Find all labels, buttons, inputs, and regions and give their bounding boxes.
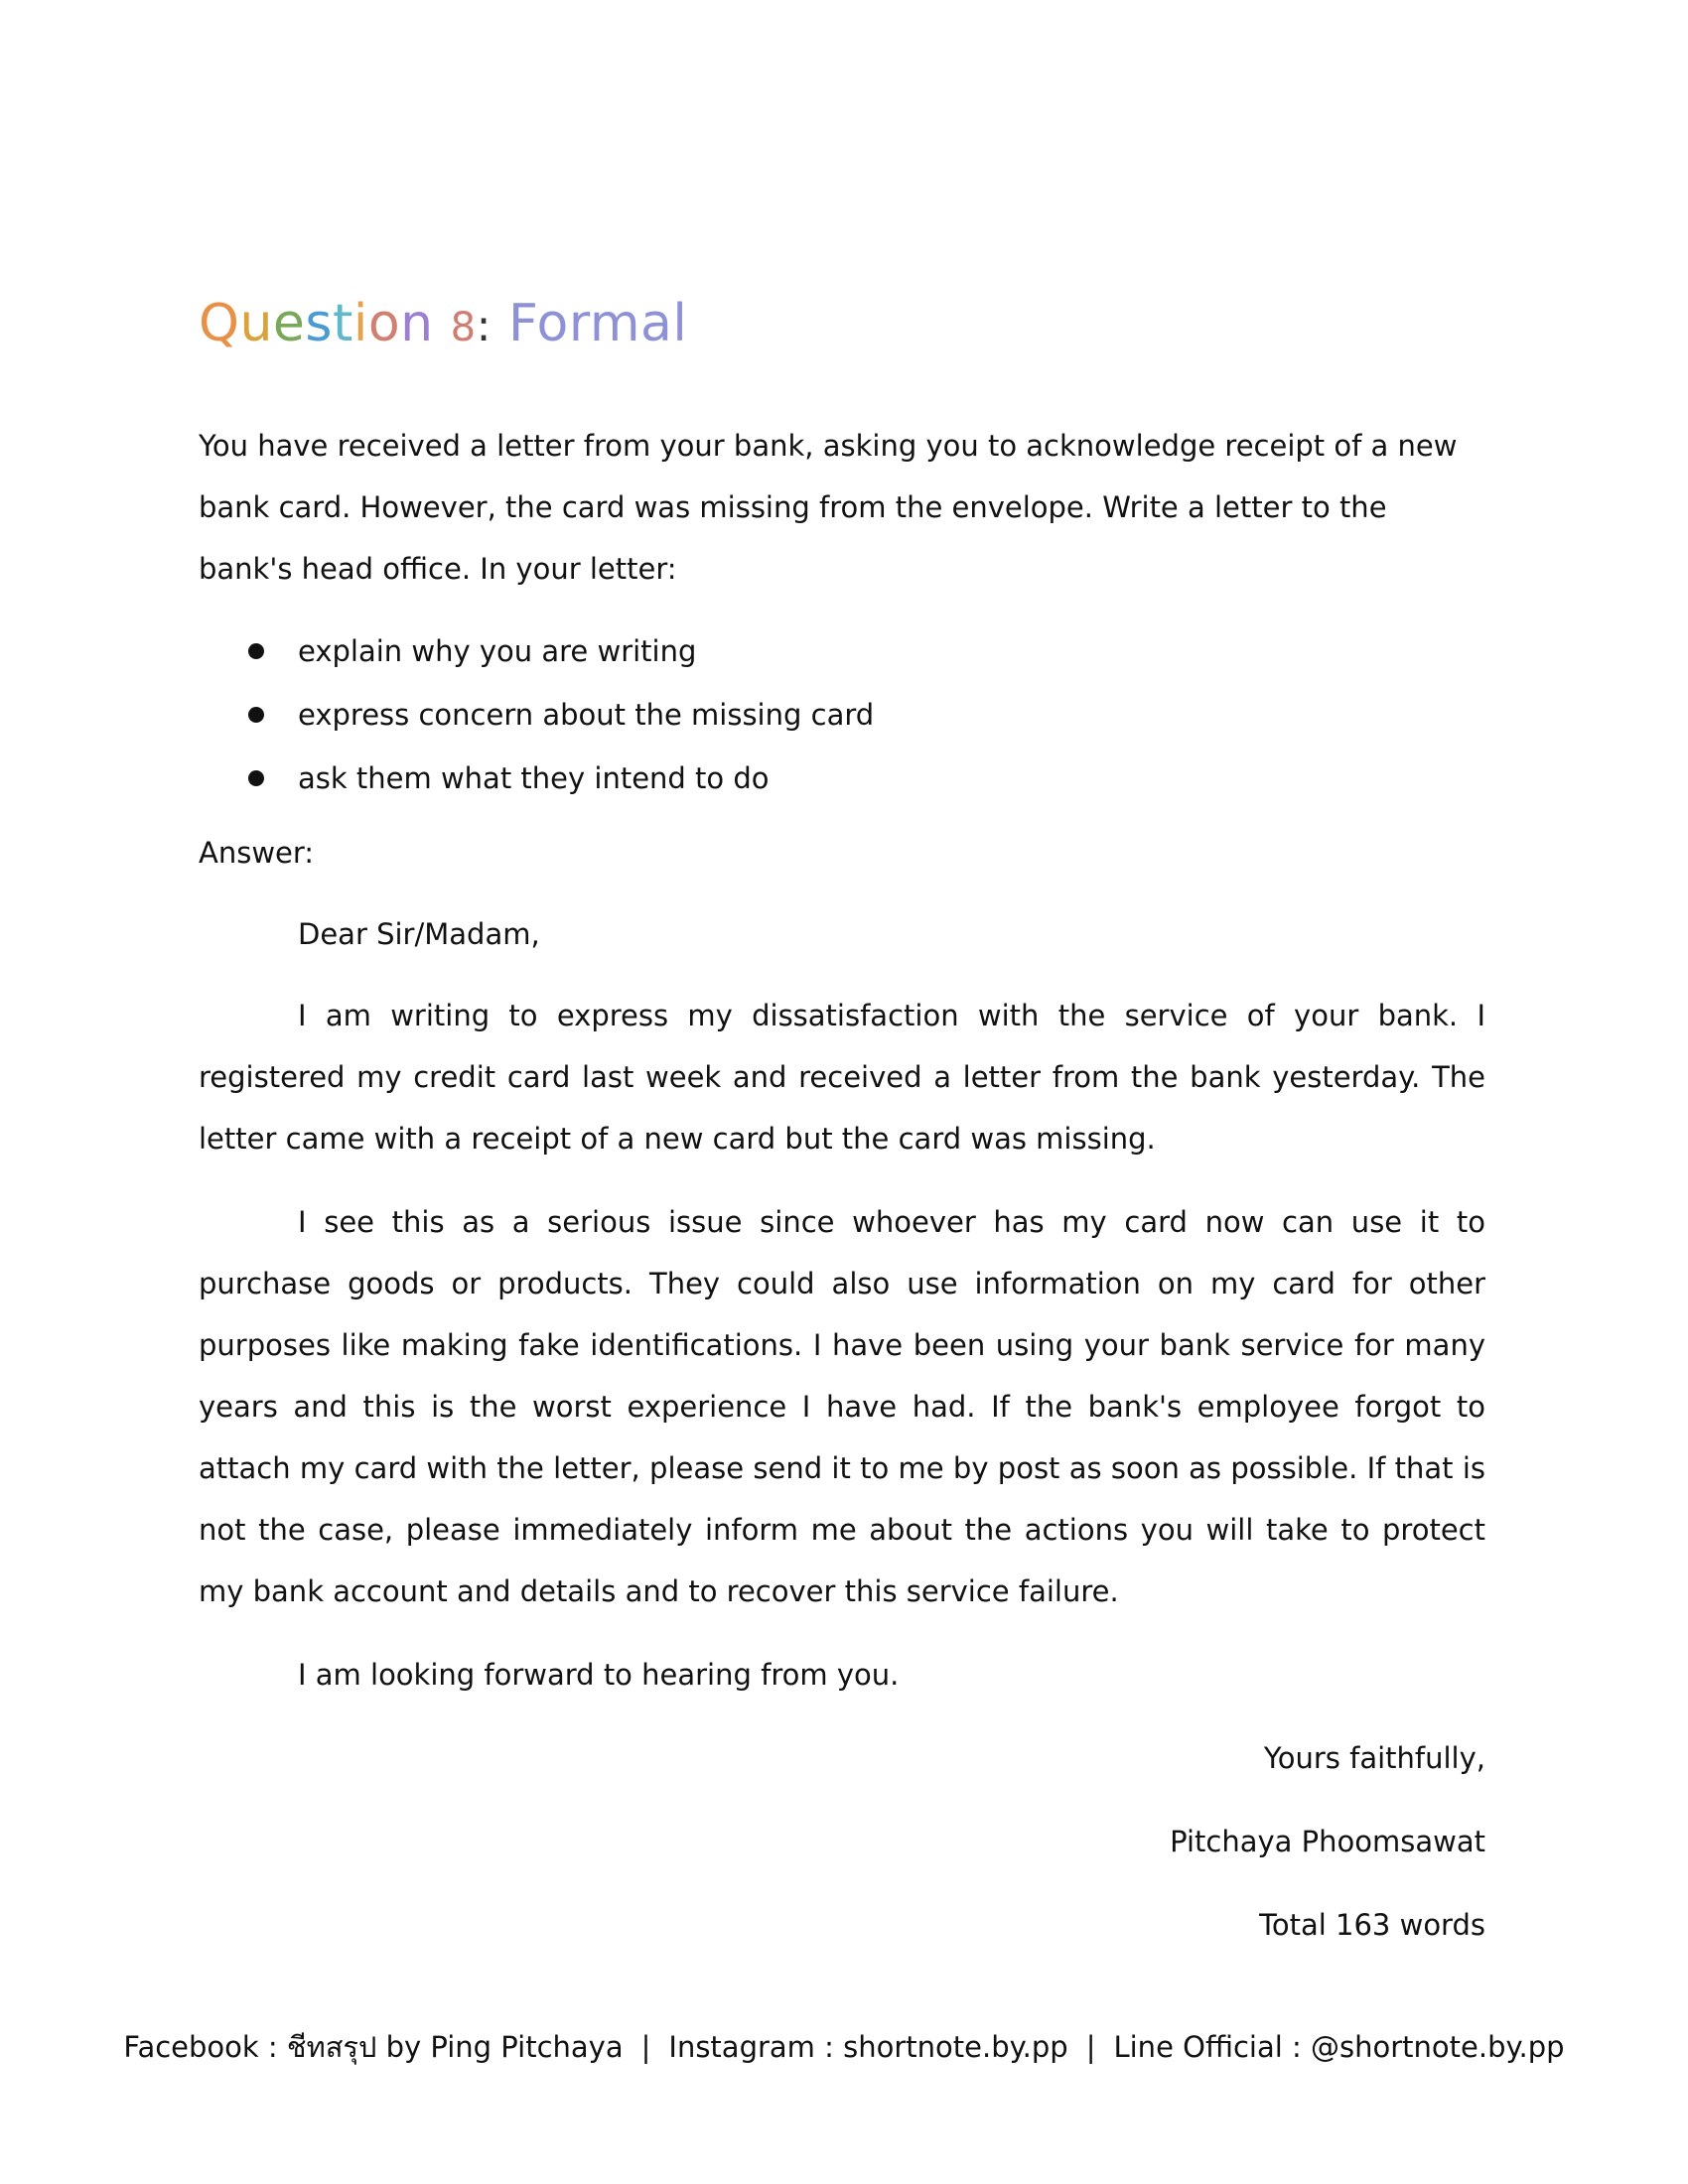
- letter-paragraph: I am writing to express my dissatisfaction with the service of your bank. I registered my credit card last week and received a letter from the bank yesterday. The letter came with a receipt of a new card but the card was missing.: [199, 999, 1485, 1156]
- letter-paragraph: I am looking forward to hearing from you.: [298, 1658, 900, 1692]
- task-prompt: You have received a letter from your bank, asking you to acknowledge receipt of a new bank card. However, the card was missing from the envelope. Write a letter to the bank's head office. In your letter:: [199, 429, 1458, 586]
- task-bullet-item: [298, 683, 1485, 747]
- bullet-dot-icon: [248, 707, 264, 723]
- title-letter: t: [333, 294, 353, 353]
- answer-label: Answer:: [199, 836, 315, 870]
- bullet-dot-icon: [248, 643, 264, 659]
- title-letter: n: [400, 294, 434, 353]
- task-bullet-item: [298, 747, 1485, 810]
- title-letter: o: [367, 294, 401, 353]
- letter-signature: Pitchaya Phoomsawat: [1170, 1825, 1485, 1858]
- title-letter: Q: [199, 294, 240, 353]
- title-letter: i: [352, 294, 368, 353]
- footer-separator: |: [640, 2030, 651, 2064]
- letter-paragraph: I see this as a serious issue since whoever has my card now can use it to purchase goods or products. They could also use information on my card for other purposes like making fake identifications. I have been using your bank service for many years and this is the worst experience I have had. If the bank's employee forgot to attach my card with the letter, please send it to me by post as soon as possible. If that is not the case, please immediately inform me about the actions you will take to protect my bank account and details and to recover this service failure.: [199, 1205, 1485, 1608]
- title-question-word: [199, 294, 434, 353]
- page-title: [199, 288, 1485, 363]
- letter-closing: Yours faithfully,: [1263, 1741, 1485, 1775]
- task-bullet-list: [199, 619, 1485, 810]
- title-type: Formal: [507, 294, 688, 353]
- footer-facebook: Facebook : ชีทสรุป by Ping Pitchaya: [123, 2030, 624, 2064]
- letter-body: [199, 903, 1485, 1956]
- document-page: [199, 288, 1485, 1978]
- bullet-dot-icon: [248, 770, 264, 786]
- footer-instagram: Instagram : shortnote.by.pp: [668, 2030, 1068, 2064]
- title-letter: e: [272, 294, 306, 353]
- title-letter: u: [239, 294, 273, 353]
- task-bullet-text: explain why you are writing: [298, 634, 697, 668]
- letter-salutation: Dear Sir/Madam,: [298, 917, 540, 951]
- task-bullet-text: ask them what they intend to do: [298, 761, 770, 795]
- task-bullet-text: express concern about the missing card: [298, 698, 875, 732]
- title-letter: s: [305, 294, 333, 353]
- title-question-number: 8: [450, 305, 477, 350]
- page-footer: [0, 2025, 1688, 2069]
- title-colon: :: [476, 301, 492, 351]
- footer-separator: |: [1085, 2030, 1096, 2064]
- footer-line: Line Official : @shortnote.by.pp: [1113, 2030, 1565, 2064]
- word-count: Total 163 words: [1259, 1908, 1485, 1942]
- task-bullet-item: [298, 619, 1485, 683]
